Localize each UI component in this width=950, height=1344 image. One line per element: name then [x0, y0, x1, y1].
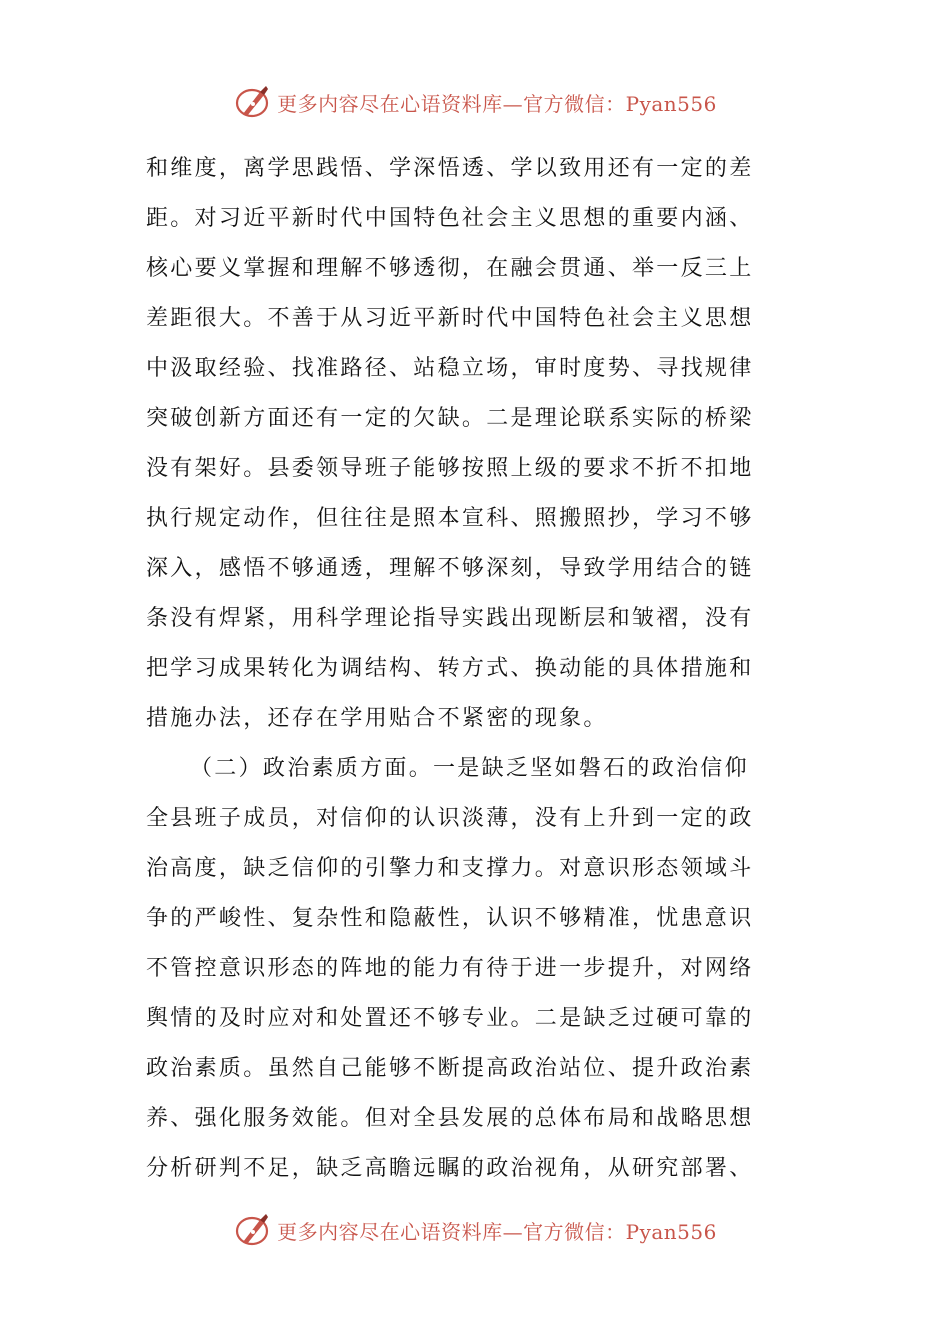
text-line: 深入，感悟不够通透，理解不够深刻，导致学用结合的链 [146, 556, 754, 581]
header-banner [0, 80, 950, 124]
text-line: 距。对习近平新时代中国特色社会主义思想的重要内涵、 [146, 206, 754, 231]
pen-nib-logo-icon [233, 82, 273, 122]
section-heading-line: （二）政治素质方面。一是缺乏坚如磐石的政治信仰 [190, 756, 749, 781]
text-line: 中汲取经验、找准路径、站稳立场，审时度势、寻找规律 [146, 356, 754, 381]
text-line: 措施办法，还存在学用贴合不紧密的现象。 [146, 706, 608, 731]
text-line: 执行规定动作，但往往是照本宣科、照搬照抄，学习不够 [146, 506, 754, 531]
text-line: 差距很大。不善于从习近平新时代中国特色社会主义思想 [146, 306, 754, 331]
footer-banner-text: 更多内容尽在心语资料库—官方微信：Pyan556 [277, 1219, 717, 1244]
text-line: 全县班子成员，对信仰的认识淡薄，没有上升到一定的政 [146, 806, 754, 831]
text-line: 分析研判不足，缺乏高瞻远瞩的政治视角，从研究部署、 [146, 1156, 754, 1181]
text-line: 核心要义掌握和理解不够透彻，在融会贯通、举一反三上 [146, 256, 754, 281]
text-line: 不管控意识形态的阵地的能力有待于进一步提升，对网络 [146, 956, 754, 981]
header-banner-text: 更多内容尽在心语资料库—官方微信：Pyan556 [277, 91, 717, 116]
text-line: 治高度，缺乏信仰的引擎力和支撑力。对意识形态领域斗 [146, 856, 754, 881]
text-line: 和维度，离学思践悟、学深悟透、学以致用还有一定的差 [146, 156, 754, 181]
text-line: 养、强化服务效能。但对全县发展的总体布局和战略思想 [146, 1106, 754, 1131]
footer-banner [0, 1208, 950, 1252]
text-line: 没有架好。县委领导班子能够按照上级的要求不折不扣地 [146, 456, 754, 481]
pen-nib-logo-icon [233, 1210, 273, 1250]
text-line: 争的严峻性、复杂性和隐蔽性，认识不够精准，忧患意识 [146, 906, 754, 931]
text-line: 政治素质。虽然自己能够不断提高政治站位、提升政治素 [146, 1056, 754, 1081]
text-line: 条没有焊紧，用科学理论指导实践出现断层和皱褶，没有 [146, 606, 754, 631]
text-line: 舆情的及时应对和处置还不够专业。二是缺乏过硬可靠的 [146, 1006, 754, 1031]
document-body [146, 144, 806, 1194]
text-line: 把学习成果转化为调结构、转方式、换动能的具体措施和 [146, 656, 754, 681]
text-line: 突破创新方面还有一定的欠缺。二是理论联系实际的桥梁 [146, 406, 754, 431]
